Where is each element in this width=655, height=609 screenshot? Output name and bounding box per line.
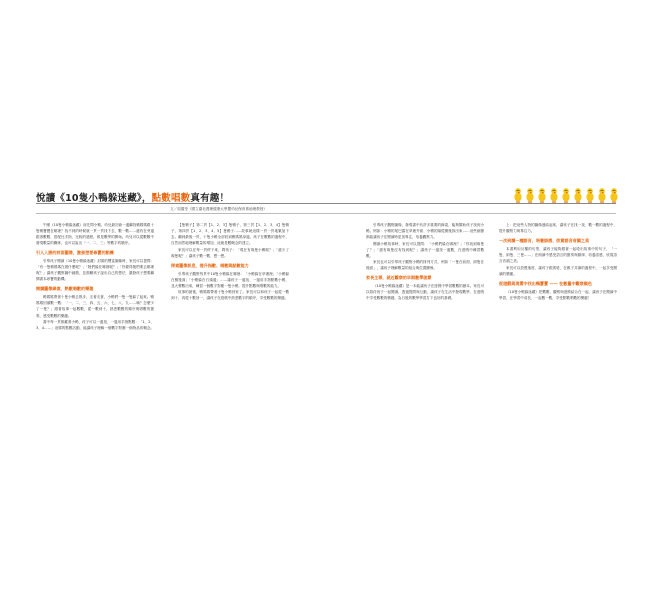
column-3	[366, 222, 484, 302]
column-4	[499, 222, 617, 301]
paragraph: 引導孩子觀察每頁中10隻小鴨躲在哪裡：「小鴨躲在草叢裡」「小鴨躲在樹後面」「小鴨躲在石頭邊」……讓孩子一邊找、一邊用手指點數小鴨，並大聲數出來，練習一個數字對應一隻小鴨，提升點數與唱數的能力。	[171, 271, 289, 288]
section-heading: 家長主導，就近觀察的早期數學啟蒙	[366, 275, 432, 281]
paragraph: 上：把這些人物的圖像連結起來，讓孩子在找一找、數一數的過程中，提升觀察力與專注力。	[499, 223, 617, 234]
duck-icon	[525, 186, 535, 204]
duck-icon	[537, 186, 547, 204]
duck-icon	[585, 186, 595, 204]
title-prefix: 悅讀《10隻小鴨躲迷藏》，	[36, 193, 152, 204]
duck-illustrations	[513, 186, 621, 206]
column-2	[171, 222, 289, 302]
paragraph: 故事的最後，鴨媽媽帶著十隻小鴨回家了。家長可以和孩子一起從一數到十，再從十數回一，讓孩子在遊戲中熟悉數字的順序，享受數數的樂趣。	[171, 290, 289, 301]
duck-icon	[609, 186, 619, 204]
section-heading: 閱讀圖像線索，熟數唱數的樂趣	[36, 286, 94, 292]
section-heading: 一次到讀一種語言，培養語感、欣賞語言音韻之美	[499, 238, 590, 244]
column-1	[36, 222, 154, 332]
paragraph: 《10隻小鴨躲迷藏》是一本能讓孩子在遊戲中學習數數的繪本。家長可以陪伴孩子一起閱讀，透過提問與互動，讓孩子在生活中發現數學，在遊戲中享受數數的樂趣，為日後的數學學習打下良好的基礎。	[366, 284, 484, 301]
duck-icon	[597, 186, 607, 204]
paragraph: 【隻鴨子】第二頁【1、2、3】隻鴨子，第三頁【1、2、3、4】隻鴨子，第四頁【1、2、3、4、5】隻鴨子……故事就這樣一頁一頁地累加下去。翻到最後一頁，十隻小鴨全部回到鴨媽媽身邊。孩子在數數的過程中，自然而然地理解數量的增加，這就是數概念的建立。	[171, 223, 289, 246]
paragraph: 《10隻小鴨躲迷藏》把數數、觀察與遊戲結合在一起，讓孩子在閱讀中學習，在學習中成長，一起數一數，享受點數唱數的樂趣！	[499, 289, 617, 300]
paragraph: 鴨媽媽帶著十隻小鴨去散步，走著走著，小鴨們一隻一隻躲了起來。鴨媽媽回頭數一數：「一、二、三、四、五、六、七、八、九……咦？怎麼少了一隻？」跟著故事一起數數，從一數到十，熟悉數數的順序與唱數的節奏，感受數數的樂趣。	[36, 295, 154, 318]
paragraph: 本書利用反覆的句型，讓孩子能夠跟著一起唸出故事中的句子，「一隻、兩隻、三隻……」在朗讀中感受語言的節奏與韻律，培養語感，欣賞語言音韻之美。	[499, 247, 617, 264]
paragraph: 閱讀小鴨故事時，家長可以提問：「小鴨們躲在哪裡？」「你找到幾隻了？」「還有幾隻沒有找到呢？」讓孩子一邊找一邊數，在遊戲中練習數數。	[366, 241, 484, 258]
paragraph: 書中每一頁都藏著小鴨，孩子可以一邊找、一邊用手指點數：「1、2、3、4……」這樣的點數活動，能讓孩子理解一個數字對應一個物品的概念。	[36, 320, 155, 331]
paragraph: 家長可以在每一頁停下來，問孩子：「現在有幾隻小鴨呢？」「還少了幾隻呢？」讓孩子數一數、想一想。	[171, 247, 289, 258]
byline: 文／周蕙瑩（國立臺北護理健康大學嬰幼兒保育系助理教授）	[170, 207, 268, 211]
section-heading: 從遊戲與現實中找出鴨寶寶 —— 在數量中觀察顏色	[499, 280, 592, 286]
duck-icon	[513, 186, 523, 204]
paragraph: 家長也可以引導孩子觀察小鴨的排列方式，例如「一隻在前面，兩隻在後面」，讓孩子理解數量的組合與位置關係。	[366, 260, 484, 271]
duck-icon	[549, 186, 559, 204]
article-title	[36, 190, 229, 204]
paragraph: 引導孩子觀察圖像，發現書中有許多重要的線索，能夠幫助孩子找到小鴨。例如：小鴨的尾巴露在草叢外面、小鴨的頭從樹後探出來……這些細節都能讓孩子在閱讀時更加專注，培養觀察力。	[366, 223, 484, 240]
paragraph: 午睡《10隻小鴨躲迷藏》前先問小鴨。幼兒最初會一邊翻找鴨媽媽跟十隻鴨寶寶在哪裡？找不到的時候就一頁一頁找下去，數一數……還有在旁邊跟著數數、搭配比手指、比較的過程，都是數學的開始。幼兒可以從數數中發現數量的關係，也可以說出「一、二、三」等數字的順序。	[36, 223, 154, 246]
duck-icon	[561, 186, 571, 204]
duck-icon	[573, 186, 583, 204]
byline-rule	[36, 213, 616, 214]
section-heading: 引人入勝的封面圖像，激發想要尋寶的動機	[36, 250, 114, 256]
title-highlight: 點數唱數	[151, 193, 191, 204]
title-suffix: 真有趣！	[190, 193, 230, 204]
section-heading: 探索圖像訊息，提升指數、唱數與點數能力	[171, 262, 249, 268]
paragraph: 家長可以放慢速度，讓孩子跟著唸，在親子共讀的過程中，一起享受閱讀的樂趣。	[499, 265, 617, 276]
paragraph: 引導孩子閱讀《10隻小鴨躲迷藏》封面的豐富圖像時，家長可以提問：「有一隻鴨媽媽在做什麼呢？」「牠們躲在哪裡呢？」「你覺得牠們要去哪裡呢？」讓孩子觀察圖中細節，並鼓勵孩子說出自己的想法，激發孩子想要翻開書本尋寶的動機。	[36, 259, 154, 282]
